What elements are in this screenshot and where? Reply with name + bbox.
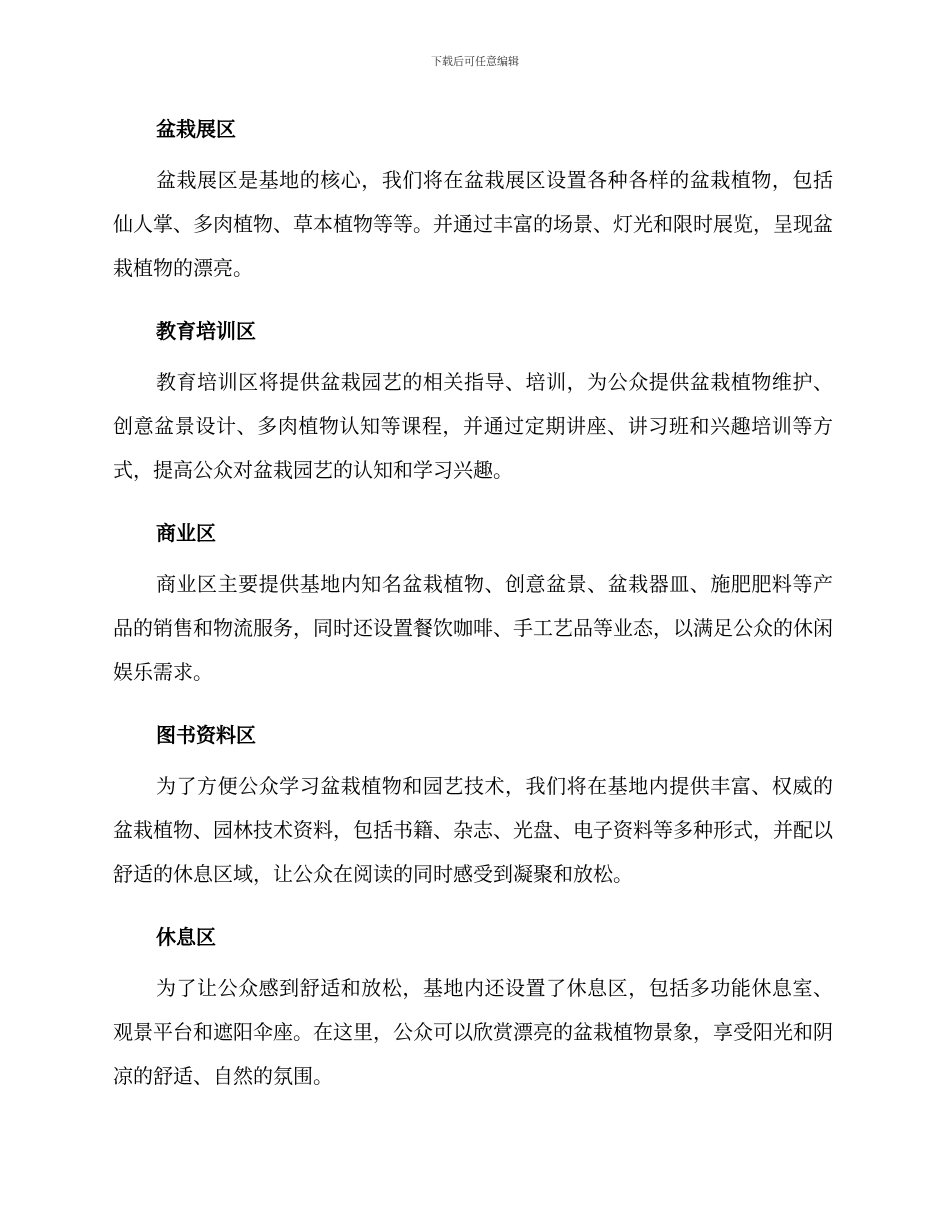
section-body-commercial: 商业区主要提供基地内知名盆栽植物、创意盆景、盆栽器皿、施肥肥料等产品的销售和物流服务，同时还设置餐饮咖啡、手工艺品等业态，以满足公众的休闲娱乐需求。 <box>113 572 833 684</box>
section-body-education-training: 教育培训区将提供盆栽园艺的相关指导、培训，为公众提供盆栽植物维护、创意盆景设计、多肉植物认知等课程，并通过定期讲座、讲习班和兴趣培训等方式，提高公众对盆栽园艺的认知和学习兴趣。 <box>113 370 833 482</box>
section-body-bonsai-exhibition: 盆栽展区是基地的核心，我们将在盆栽展区设置各种各样的盆栽植物，包括仙人掌、多肉植物、草本植物等等。并通过丰富的场景、灯光和限时展览，呈现盆栽植物的漂亮。 <box>113 168 833 280</box>
section-body-library: 为了方便公众学习盆栽植物和园艺技术，我们将在基地内提供丰富、权威的盆栽植物、园林技术资料，包括书籍、杂志、光盘、电子资料等多种形式，并配以舒适的休息区域，让公众在阅读的同时感受到凝聚和放松。 <box>113 774 833 886</box>
section-heading-commercial: 商业区 <box>156 521 216 545</box>
document-body <box>113 112 833 1122</box>
section-heading-education-training: 教育培训区 <box>156 319 256 343</box>
section-body-rest-area: 为了让公众感到舒适和放松，基地内还设置了休息区，包括多功能休息室、观景平台和遮阳伞座。在这里，公众可以欣赏漂亮的盆栽植物景象，享受阳光和阴凉的舒适、自然的氛围。 <box>113 976 833 1088</box>
page-header-note: 下载后可任意编辑 <box>431 55 519 68</box>
section-heading-rest-area: 休息区 <box>156 925 216 949</box>
section-heading-library: 图书资料区 <box>156 723 256 747</box>
section-heading-bonsai-exhibition: 盆栽展区 <box>156 117 236 141</box>
